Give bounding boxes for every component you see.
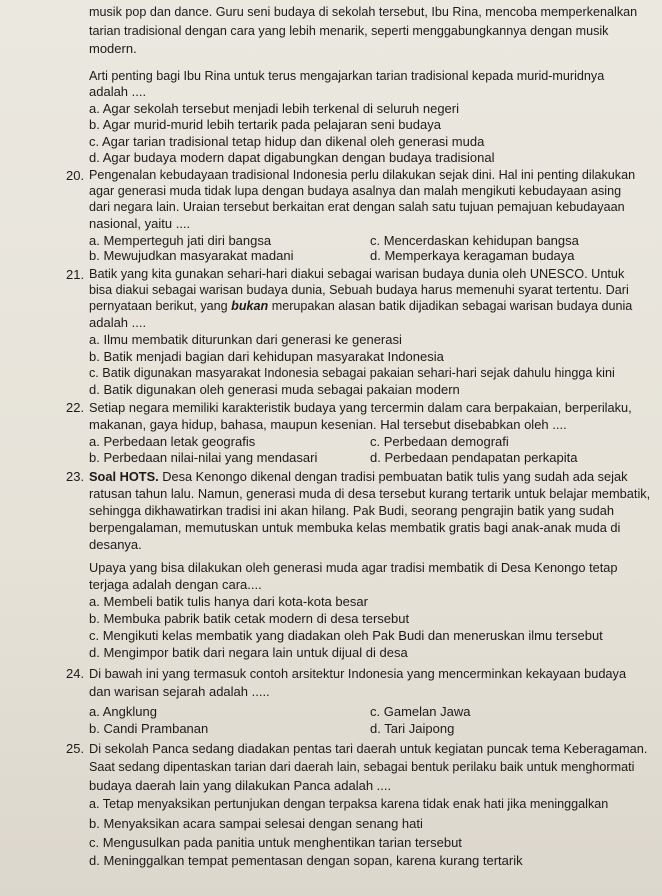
q21-stem [89,299,632,314]
q21-stem-text: merupakan alasan batik dijadikan sebagai warisan budaya dunia [268,299,633,313]
q24-option-b[interactable]: b. Candi Prambanan [89,721,209,736]
q23-stem [89,469,628,484]
q23-stem: desanya. [89,537,142,552]
q22-option-a[interactable]: a. Perbedaan letak geografis [89,434,256,449]
q24-option-c[interactable]: c. Gamelan Jawa [370,704,471,719]
q23-stem: berpengalaman, memutuskan untuk membuka kelas membatik gratis bagi anak-anak muda di [89,520,621,535]
intro-line: musik pop dan dance. Guru seni budaya di sekolah tersebut, Ibu Rina, mencoba memperkenalkan [89,5,638,19]
q23-question: terjaga adalah dengan cara.... [89,577,262,592]
q23-option-c[interactable]: c. Mengikuti kelas membatik yang diadakan oleh Pak Budi dan meneruskan ilmu tersebut [89,628,603,643]
q25-stem: Saat sedang dipentaskan tarian dari daerah lain, sebagai bentuk perilaku baik untuk menghormati [89,760,635,774]
q21-stem-text: pernyataan berikut, yang [89,299,232,313]
q25-stem: budaya daerah lain yang dilakukan Panca adalah .... [89,778,392,793]
q25-option-b[interactable]: b. Menyaksikan acara sampai selesai dengan senang hati [89,816,423,831]
q21-option-a[interactable]: a. Ilmu membatik diturunkan dari generasi ke generasi [89,332,402,347]
q20-stem: nasional, yaitu .... [89,216,191,231]
q23-stem-text: Desa Kenongo dikenal dengan tradisi pembuatan batik tulis yang sudah ada sejak [158,469,628,484]
q21-option-d[interactable]: d. Batik digunakan oleh generasi muda sebagai pakaian modern [89,382,460,397]
q23-option-a[interactable]: a. Membeli batik tulis hanya dari kota-kota besar [89,594,368,609]
q19-option-d[interactable]: d. Agar budaya modern dapat digabungkan dengan budaya tradisional [89,150,495,165]
q20-number: 20. [66,168,85,183]
q20-stem: dari negara lain. Uraian tersebut berkaitan erat dengan salah satu tujuan pemajuan kebudayaan [89,200,625,214]
q23-option-b[interactable]: b. Membuka pabrik batik cetak modern di desa tersebut [89,611,410,626]
q24-number: 24. [66,666,85,681]
q20-stem: agar generasi muda tidak lupa dengan budaya asalnya dan malah mengikuti kebudayaan asing [89,184,622,198]
q19-option-c[interactable]: c. Agar tarian tradisional tetap hidup dan dikenal oleh generasi muda [89,134,485,149]
intro-line: modern. [89,41,137,56]
q19-option-b[interactable]: b. Agar murid-murid lebih tertarik pada pelajaran seni budaya [89,117,441,132]
q22-number: 22. [66,400,85,415]
q21-option-b[interactable]: b. Batik menjadi bagian dari kehidupan masyarakat Indonesia [89,349,444,364]
q25-option-c[interactable]: c. Mengusulkan pada panitia untuk menghentikan tarian tersebut [89,835,462,850]
hots-label: Soal HOTS. [89,469,159,484]
q24-stem: Di bawah ini yang termasuk contoh arsitektur Indonesia yang mencerminkan kekayaan budaya [89,666,627,681]
q19-stem: adalah .... [89,84,147,99]
q22-option-b[interactable]: b. Perbedaan nilai-nilai yang mendasari [89,450,318,465]
q21-option-c[interactable]: c. Batik digunakan masyarakat Indonesia sebagai pakaian sehari-hari sejak dahulu hingga kini [89,366,615,380]
q20-option-b[interactable]: b. Mewujudkan masyarakat madani [89,248,294,263]
q23-number: 23. [66,469,85,484]
q21-stem: bisa diakui sebagai warisan budaya dunia, Sebuah budaya harus memenuhi syarat tertentu. Dari [89,283,629,297]
q25-number: 25. [66,741,85,756]
q24-option-a[interactable]: a. Angklung [89,704,157,719]
q20-stem: Pengenalan kebudayaan tradisional Indonesia perlu dilakukan sejak dini. Hal ini penting dilakukan [89,168,636,182]
q24-option-d[interactable]: d. Tari Jaipong [370,721,455,736]
q23-question: Upaya yang bisa dilakukan oleh generasi muda agar tradisi membatik di Desa Kenongo tetap [89,560,618,575]
q25-option-d[interactable]: d. Meninggalkan tempat pementasan dengan sopan, karena kurang tertarik [89,853,523,868]
q25-option-a[interactable]: a. Tetap menyaksikan pertunjukan dengan terpaksa karena tidak enak hati jika meninggalkan [89,797,609,811]
q19-stem: Arti penting bagi Ibu Rina untuk terus mengajarkan tarian tradisional kepada murid-muridnya [89,69,605,83]
q22-option-d[interactable]: d. Perbedaan pendapatan perkapita [370,450,578,465]
q20-option-a[interactable]: a. Memperteguh jati diri bangsa [89,233,272,248]
q24-stem: dan warisan sejarah adalah ..... [89,684,270,699]
q20-option-c[interactable]: c. Mencerdaskan kehidupan bangsa [370,233,579,248]
q21-emphasis: bukan [231,299,269,313]
q22-option-c[interactable]: c. Perbedaan demografi [370,434,509,449]
q23-stem: sehingga dikhawatirkan tradisi ini akan hilang. Pak Budi, seorang pengrajin batik yang sudah [89,503,615,518]
q23-option-d[interactable]: d. Mengimpor batik dari negara lain untuk dijual di desa [89,645,408,660]
q21-stem: Batik yang kita gunakan sehari-hari diakui sebagai warisan budaya dunia oleh UNESCO. Untuk [89,267,625,281]
q25-stem: Di sekolah Panca sedang diadakan pentas tari daerah untuk kegiatan puncak tema Keberagaman. [89,741,648,756]
q23-stem: ratusan tahun lalu. Namun, generasi muda di desa tersebut kurang tertarik untuk belajar membatik, [89,486,651,501]
q22-stem: Setiap negara memiliki karakteristik budaya yang tercermin dalam cara berpakaian, berperilaku, [89,400,632,415]
intro-line: tarian tradisional dengan cara yang lebih menarik, seperti menggabungkannya dengan musik [89,24,609,38]
q19-option-a[interactable]: a. Agar sekolah tersebut menjadi lebih terkenal di seluruh negeri [89,101,460,116]
q22-stem: makanan, gaya hidup, bahasa, maupun kesenian. Hal tersebut disebabkan oleh .... [89,417,567,432]
q20-option-d[interactable]: d. Memperkaya keragaman budaya [370,248,575,263]
q21-stem: adalah .... [89,315,147,330]
q21-number: 21. [66,267,85,282]
